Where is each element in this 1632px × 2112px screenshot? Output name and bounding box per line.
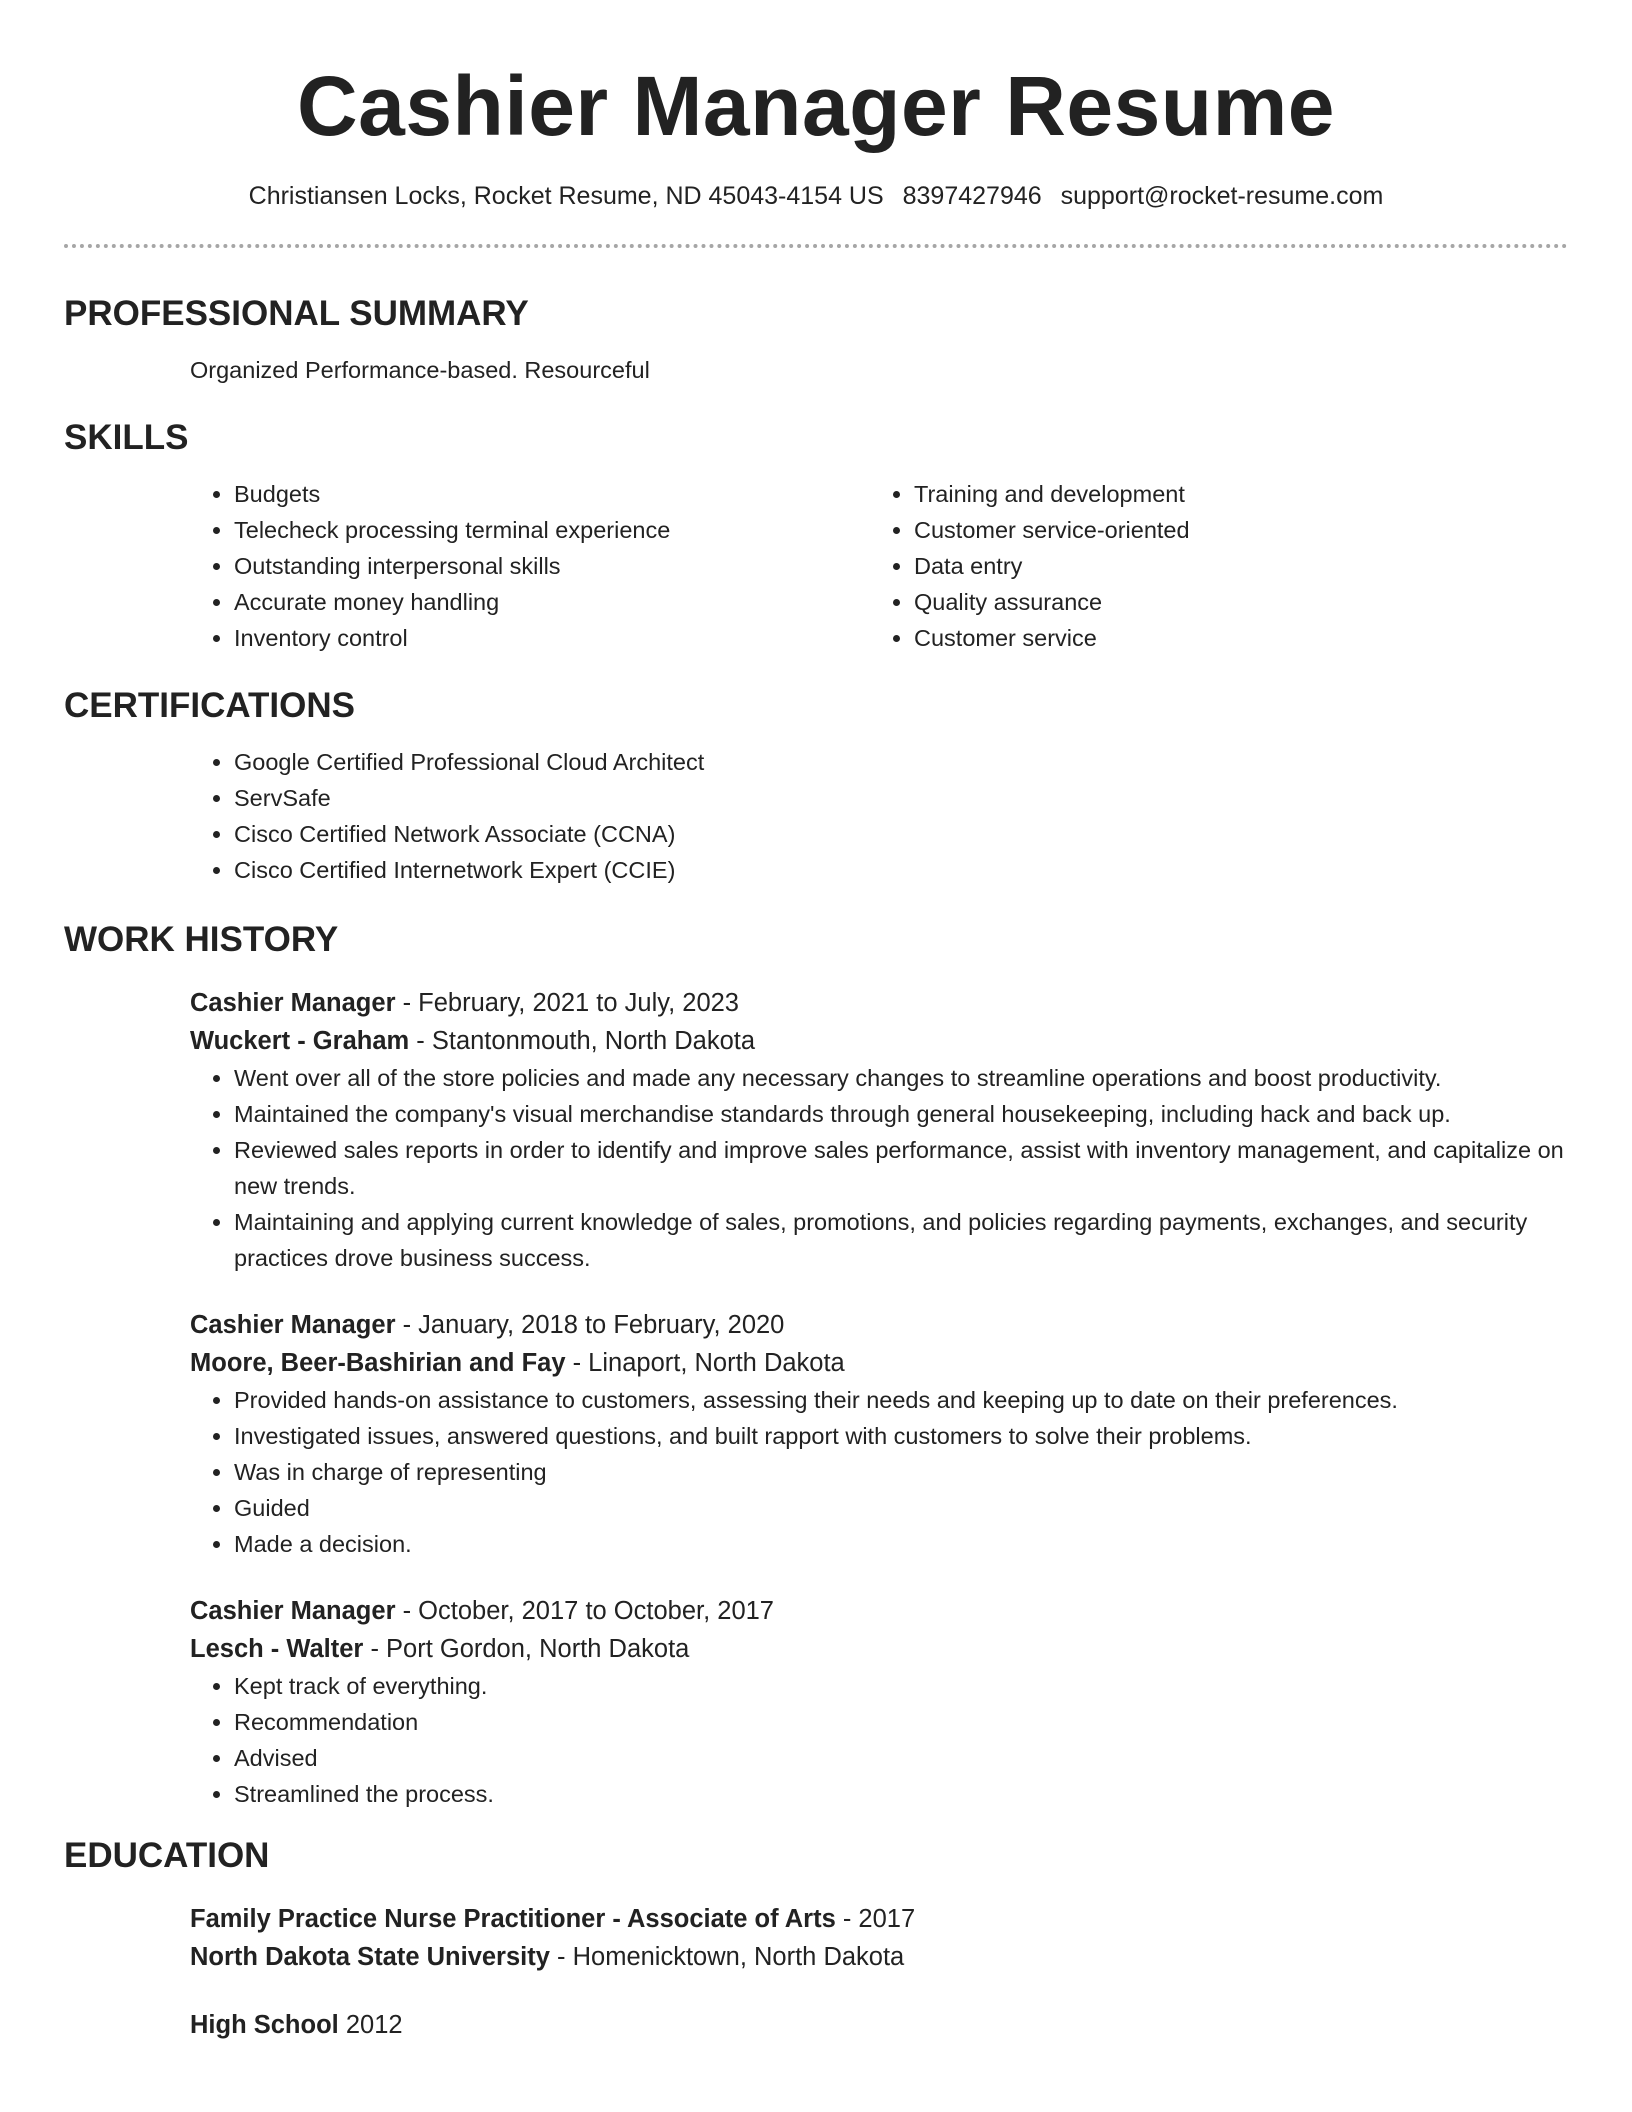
work-history-section	[64, 918, 1568, 1812]
job-company: Moore, Beer-Bashirian and Fay	[190, 1349, 566, 1377]
skills-section	[64, 416, 1568, 656]
job-company-line	[190, 1022, 1568, 1060]
skill-item: • Data entry	[914, 548, 1550, 584]
skill-item: • Budgets	[234, 476, 870, 512]
job-title-line	[190, 1592, 1568, 1630]
header-divider	[64, 244, 1568, 248]
job-company: Wuckert - Graham	[190, 1027, 410, 1055]
education-degree-line	[190, 2006, 1568, 2044]
summary-text: Organized Performance-based. Resourceful	[190, 357, 650, 383]
job-bullet: • Recommendation	[234, 1704, 1568, 1740]
certification-item: • Cisco Certified Network Associate (CCNA)	[234, 816, 1568, 852]
education-entry	[190, 2006, 1568, 2044]
education-degree-line	[190, 1900, 1568, 1938]
education-school: North Dakota State University	[190, 1943, 550, 1971]
education-heading: EDUCATION	[64, 1836, 270, 1875]
job-dates: - January, 2018 to February, 2020	[395, 1311, 785, 1339]
skill-item: • Accurate money handling	[234, 584, 870, 620]
job-bullet: • Kept track of everything.	[234, 1668, 1568, 1704]
job-bullet: • Went over all of the store policies and made any necessary changes to streamline operations and boost productivity.	[234, 1060, 1568, 1096]
job-entry	[190, 1592, 1568, 1812]
contact-address: Christiansen Locks, Rocket Resume, ND 45043-4154 US	[248, 182, 884, 210]
resume-title: Cashier Manager Resume	[296, 59, 1336, 153]
resume-page	[64, 0, 1568, 2044]
education-year: 2012	[338, 2011, 403, 2039]
job-bullet: • Made a decision.	[234, 1526, 1568, 1562]
job-bullet: • Was in charge of representing	[234, 1454, 1568, 1490]
education-section	[64, 1834, 1568, 2044]
education-year: - 2017	[835, 1905, 916, 1933]
education-degree: Family Practice Nurse Practitioner - Associate of Arts	[190, 1905, 836, 1933]
job-dates: - October, 2017 to October, 2017	[395, 1597, 774, 1625]
certifications-section	[64, 684, 1568, 888]
education-location: - Homenicktown, North Dakota	[549, 1943, 905, 1971]
job-bullet: • Investigated issues, answered questions, and built rapport with customers to solve their problems.	[234, 1418, 1568, 1454]
certification-item: • ServSafe	[234, 780, 1568, 816]
education-degree: High School	[190, 2011, 339, 2039]
contact-email: support@rocket-resume.com	[1060, 182, 1384, 210]
contact-line	[64, 178, 1568, 214]
skills-heading: SKILLS	[64, 418, 189, 457]
job-bullet: • Maintaining and applying current knowledge of sales, promotions, and policies regarding payments, exchanges, and security practices drove business success.	[234, 1204, 1568, 1276]
job-bullet: • Guided	[234, 1490, 1568, 1526]
job-company: Lesch - Walter	[190, 1635, 364, 1663]
summary-heading: PROFESSIONAL SUMMARY	[64, 294, 529, 333]
skill-item: • Customer service	[914, 620, 1550, 656]
job-company-line	[190, 1630, 1568, 1668]
job-entry	[190, 1306, 1568, 1562]
job-bullet: • Provided hands-on assistance to customers, assessing their needs and keeping up to date on their preferences.	[234, 1382, 1568, 1418]
skill-item: • Training and development	[914, 476, 1550, 512]
skills-column-right	[870, 476, 1550, 656]
job-bullet: • Maintained the company's visual merchandise standards through general housekeeping, including hack and back up.	[234, 1096, 1568, 1132]
certification-item: • Google Certified Professional Cloud Architect	[234, 744, 1568, 780]
job-location: - Stantonmouth, North Dakota	[409, 1027, 756, 1055]
skill-item: • Telecheck processing terminal experience	[234, 512, 870, 548]
skills-columns	[190, 476, 1568, 656]
skills-column-left	[190, 476, 870, 656]
job-bullet: • Advised	[234, 1740, 1568, 1776]
job-title-line	[190, 1306, 1568, 1344]
job-title: Cashier Manager	[190, 1311, 396, 1339]
education-entry	[190, 1900, 1568, 1976]
certification-item: • Cisco Certified Internetwork Expert (CCIE)	[234, 852, 1568, 888]
job-bullet: • Streamlined the process.	[234, 1776, 1568, 1812]
job-bullet: • Reviewed sales reports in order to identify and improve sales performance, assist with inventory management, and capitalize on new trends.	[234, 1132, 1568, 1204]
certifications-heading: CERTIFICATIONS	[64, 686, 356, 725]
education-school-line	[190, 1938, 1568, 1976]
skill-item: • Quality assurance	[914, 584, 1550, 620]
skill-item: • Outstanding interpersonal skills	[234, 548, 870, 584]
summary-section	[64, 292, 1568, 386]
job-company-line	[190, 1344, 1568, 1382]
skill-item: • Inventory control	[234, 620, 870, 656]
job-location: - Port Gordon, North Dakota	[363, 1635, 690, 1663]
contact-phone: 8397427946	[902, 182, 1042, 210]
job-title: Cashier Manager	[190, 1597, 396, 1625]
work-history-heading: WORK HISTORY	[64, 920, 339, 959]
job-title-line	[190, 984, 1568, 1022]
skill-item: • Customer service-oriented	[914, 512, 1550, 548]
job-dates: - February, 2021 to July, 2023	[395, 989, 739, 1017]
job-location: - Linaport, North Dakota	[565, 1349, 845, 1377]
job-entry	[190, 984, 1568, 1276]
job-title: Cashier Manager	[190, 989, 396, 1017]
